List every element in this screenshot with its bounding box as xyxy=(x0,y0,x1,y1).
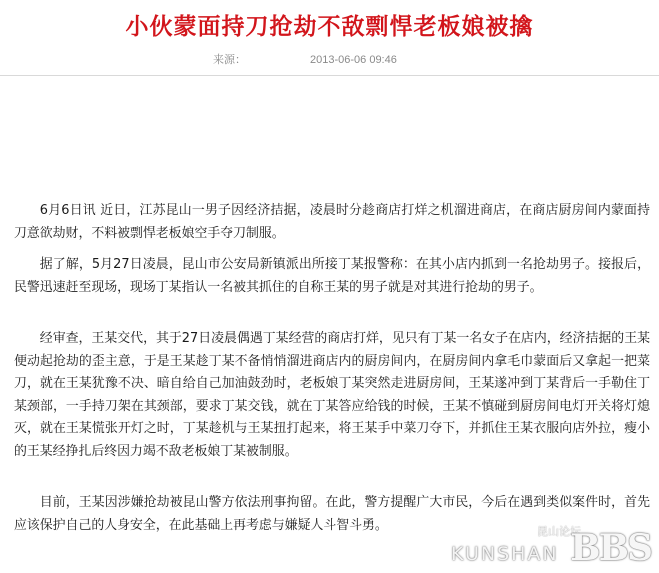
article-paragraph-2: 据了解，5月27日凌晨，昆山市公安局新镇派出所接丁某报警称：在其小店内抓到一名抢劫男子。接报后，民警迅速赶至现场，现场丁某指认一名被其抓住的自称王某的男子就是对其进行抢劫的男子。 xyxy=(14,257,650,295)
article-meta xyxy=(213,51,397,67)
watermark-cn-text: 昆山论坛 xyxy=(537,525,581,538)
article-paragraph-1: 6月6日讯 近日，江苏昆山一男子因经济拮据，凌晨时分趁商店打烊之机溜进商店，在商店厨房间内蒙面持刀意欲劫财，不料被剽悍老板娘空手夺刀制服。 xyxy=(14,203,650,241)
article-paragraph-3: 经审查，王某交代，其于27日凌晨偶遇丁某经营的商店打烊，见只有丁某一名女子在店内，经济拮据的王某便动起抢劫的歪主意，于是王某趁丁某不备悄悄溜进商店内的厨房间内，在厨房间内拿毛巾蒙面后又拿起一把菜刀，就在王某犹豫不决、暗自给自己加油鼓劲时，老板娘丁某突然走进厨房间，王某遂冲到丁某背后一手勒住丁某颈部，一手持刀架在其颈部，要求丁某交钱，就在丁某答应给钱的时候，王某不慎碰到厨房间电灯开关将灯熄灭，就在王某慌张开灯之时，丁某趁机与王某扭打起来，将王某手中菜刀夺下，并抓住王某衣服向店外拉，瘦小的王某经挣扎后终因力竭不敌老板娘丁某被制服。 xyxy=(14,331,650,459)
article-title: 小伙蒙面持刀抢劫不敌剽悍老板娘被擒 xyxy=(125,14,534,40)
watermark-bbs-text: BBS xyxy=(570,527,651,569)
title-divider xyxy=(0,75,659,76)
article-paragraph-4: 目前，王某因涉嫌抢劫被昆山警方依法刑事拘留。在此，警方提醒广大市民，今后在遇到类似案件时，首先应该保护自己的人身安全，在此基础上再考虑与嫌疑人斗智斗勇。 xyxy=(14,495,650,533)
watermark-kunshan-text: KUNSHAN xyxy=(451,543,559,565)
publish-date: 2013-06-06 09:46 xyxy=(310,54,397,66)
source-label: 来源： xyxy=(213,54,246,66)
kunshan-bbs-watermark xyxy=(451,521,651,569)
